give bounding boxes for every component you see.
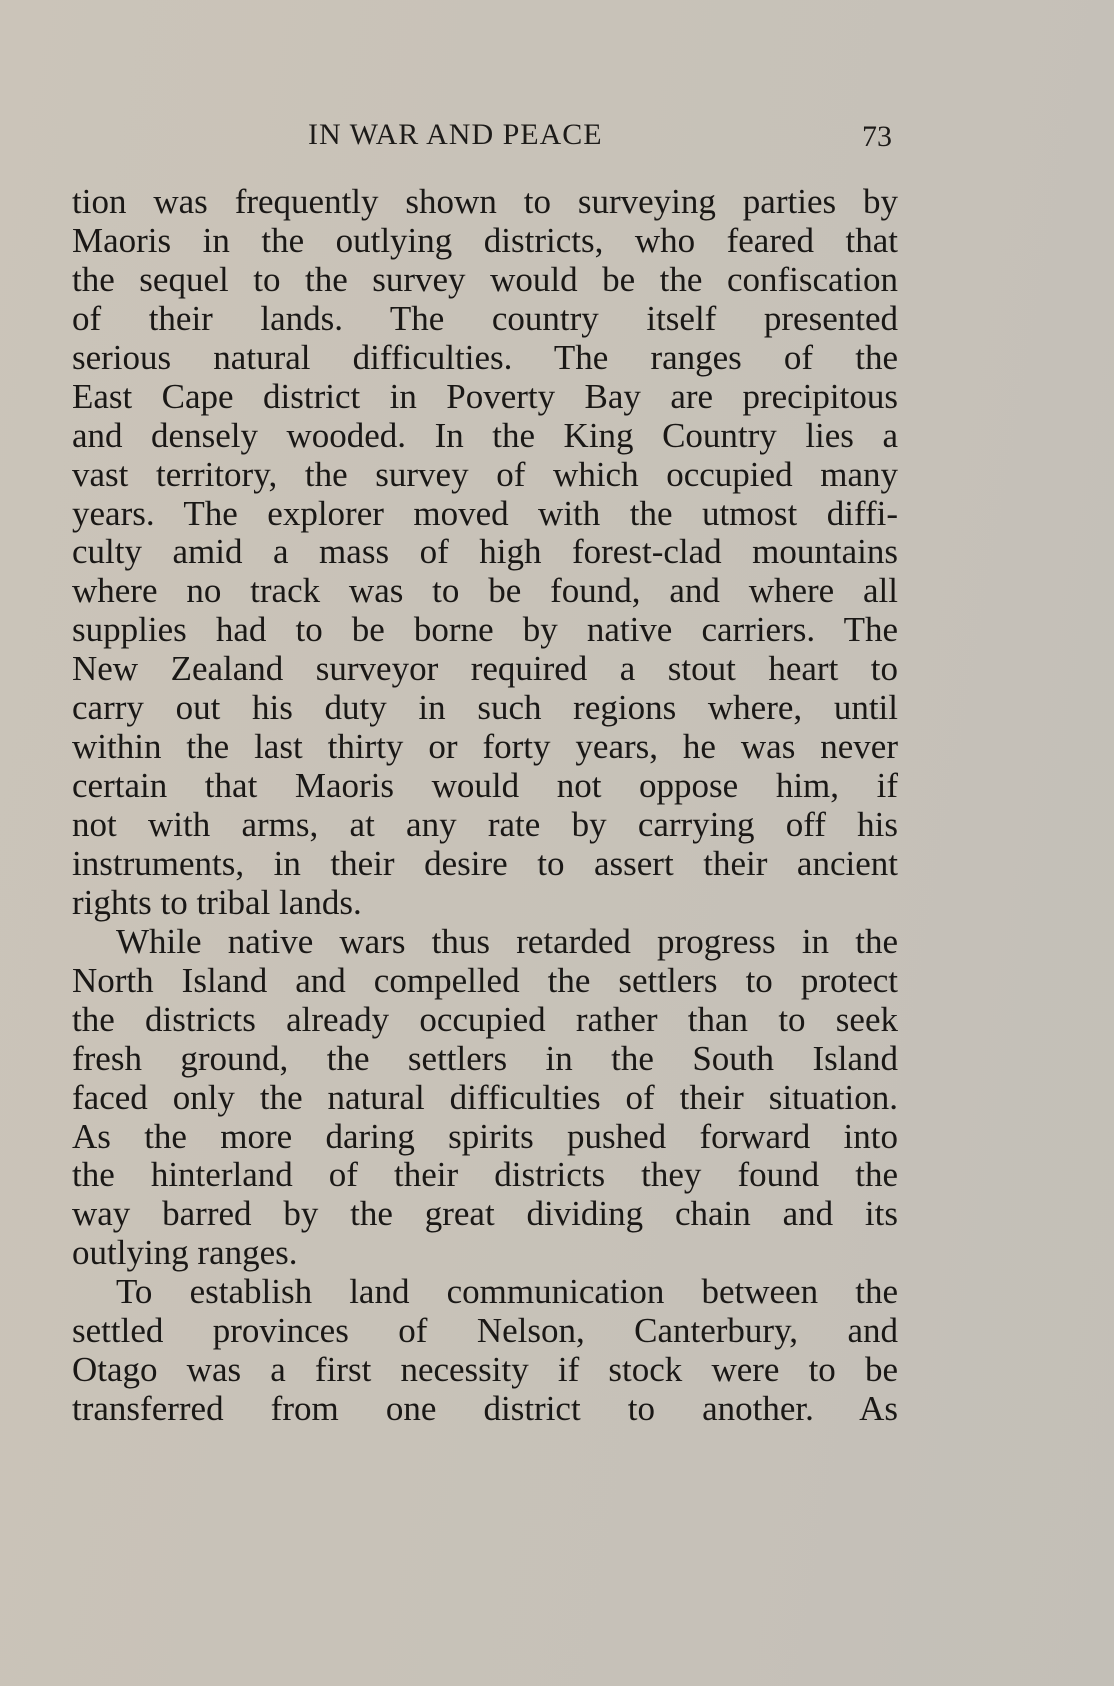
- text-line: fresh ground, the settlers in the South Island: [72, 1039, 898, 1078]
- text-line: Otago was a first necessity if stock were to be: [72, 1351, 898, 1390]
- text-line: certain that Maoris would not oppose him, if: [72, 767, 898, 806]
- text-line: serious natural difficulties. The ranges of the: [72, 338, 898, 377]
- text-line: way barred by the great dividing chain and its: [72, 1195, 898, 1234]
- text-line: settled provinces of Nelson, Canterbury, and: [72, 1312, 898, 1351]
- body-text: [72, 183, 898, 1429]
- text-line: North Island and compelled the settlers to protect: [72, 961, 898, 1000]
- text-line: carry out his duty in such regions where, until: [72, 689, 898, 728]
- text-line: While native wars thus retarded progress in the: [116, 922, 898, 961]
- text-line: vast territory, the survey of which occupied many: [72, 455, 898, 494]
- text-line: As the more daring spirits pushed forward into: [72, 1117, 898, 1156]
- text-line: instruments, in their desire to assert their ancient: [72, 844, 898, 883]
- text-line: New Zealand surveyor required a stout heart to: [72, 650, 898, 689]
- text-line: where no track was to be found, and where all: [72, 572, 898, 611]
- text-line: Maoris in the outlying districts, who feared that: [72, 221, 898, 260]
- running-title: IN WAR AND PEACE: [308, 118, 603, 151]
- text-line: the sequel to the survey would be the confiscation: [72, 260, 898, 299]
- running-head: [0, 118, 1114, 158]
- text-line: of their lands. The country itself presented: [72, 299, 898, 338]
- text-line: outlying ranges.: [72, 1234, 298, 1273]
- text-line: the hinterland of their districts they found the: [72, 1156, 898, 1195]
- text-line: faced only the natural difficulties of their situation.: [72, 1078, 898, 1117]
- text-line: rights to tribal lands.: [72, 883, 362, 922]
- text-line: culty amid a mass of high forest-clad mountains: [72, 533, 898, 572]
- text-line: the districts already occupied rather than to seek: [72, 1000, 898, 1039]
- text-line: To establish land communication between the: [116, 1273, 898, 1312]
- text-line: supplies had to be borne by native carriers. The: [72, 611, 898, 650]
- text-line: and densely wooded. In the King Country lies a: [72, 416, 898, 455]
- text-line: within the last thirty or forty years, he was never: [72, 728, 898, 767]
- text-line: not with arms, at any rate by carrying off his: [72, 806, 898, 844]
- page-number: 73: [862, 120, 892, 153]
- text-line: East Cape district in Poverty Bay are precipitous: [72, 377, 898, 416]
- text-line: transferred from one district to another. As: [72, 1390, 898, 1429]
- text-line: tion was frequently shown to surveying parties by: [72, 183, 898, 221]
- text-line: years. The explorer moved with the utmost diffi-: [72, 494, 898, 533]
